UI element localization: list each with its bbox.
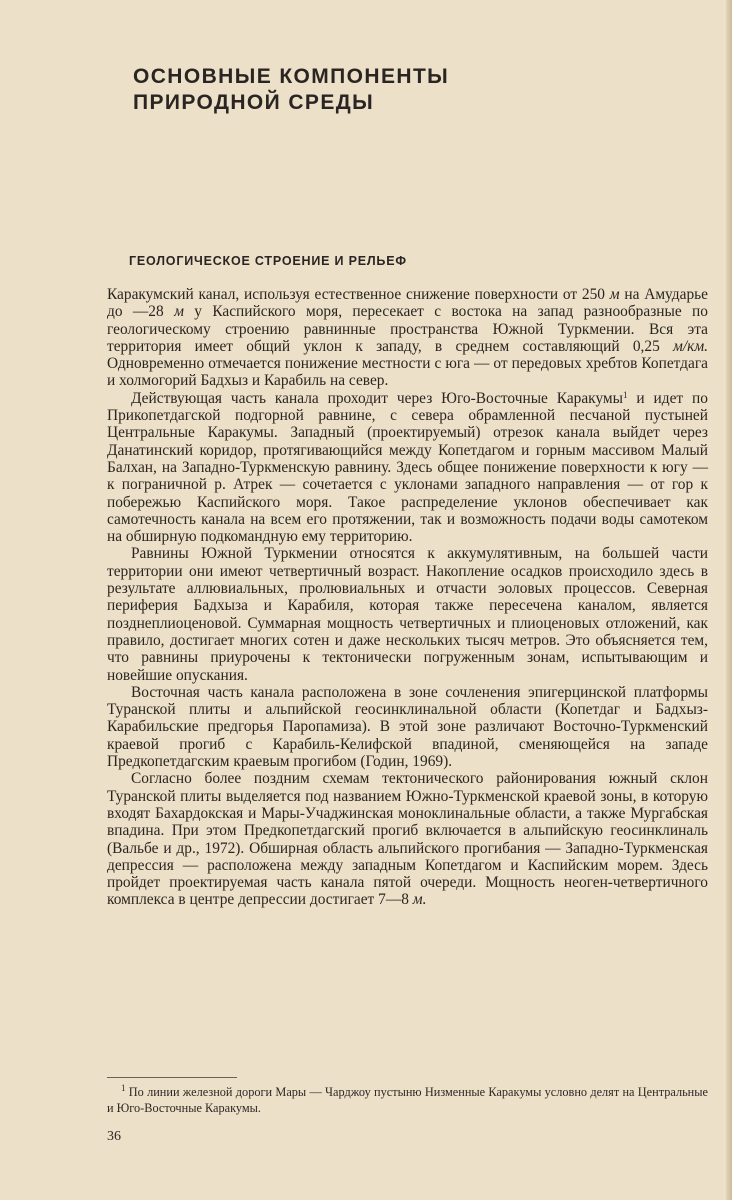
paragraph-5-text: Согласно более поздним схемам тектонического районирования южный склон Туранской плиты выделяется под названием Южно-Туркменской краевой зоны, в которую входят Бахардокская и Мары-Учаджинская моноклинальные области, а также Мургабская впадина. При этом Предкопетдагский прогиб включается в альпийскую геосинклиналь (Вальбе и др., 1972). Обширная область альпийского прогибания — Западно-Туркменская депрессия — расположена между западным Копетдагом и Каспийским морем. Здесь пройдет проектируемая часть канала пятой очереди. Мощность неоген-четвертичного комплекса в центре депрессии достигает 7—8: [107, 770, 708, 909]
paragraph-1-text-b: на Амударье до —28: [107, 286, 708, 321]
paragraph-5: [107, 770, 708, 908]
footnote-divider: [107, 1077, 237, 1078]
paragraph-3: Равнины Южной Туркмении относятся к аккумулятивным, на большей части территории они имеют четвертичный возраст. Накопление осадков происходило здесь в результате аллювиальных, пролювиальных и отчасти эоловых процессов. Северная периферия Бадхыза и Карабиля, которая также пересечена каналом, является позднеплиоценовой. Суммарная мощность четвертичных и плиоценовых отложений, как правило, достигает многих сотен и даже нескольких тысяч метров. Это объясняется тем, что равнины приурочены к тектонически погруженным зонам, испытывающим и новейшие опускания.: [107, 545, 708, 684]
page-edge: [726, 0, 732, 1200]
paragraph-1-text-d: Одновременно отмечается понижение местности с юга — от передовых хребтов Копетдага и холмогорий Бадхыз и Карабиль на север.: [107, 355, 708, 390]
unit-meter: м.: [412, 891, 427, 909]
unit-meter-per-km: м/км.: [673, 337, 708, 355]
paragraph-2-text-a: Действующая часть канала проходит через Юго-Восточные Каракумы: [131, 389, 624, 407]
footnote-marker: 1: [121, 1083, 126, 1093]
footnote-reference: 1: [623, 389, 628, 400]
unit-meter: м: [609, 286, 620, 303]
chapter-title-line-2: ПРИРОДНОЙ СРЕДЫ: [133, 91, 375, 114]
footnote-text: По линии железной дороги Мары — Чарджоу пустыню Низменные Каракумы условно делят на Центральные и Юго-Восточные Каракумы.: [107, 1085, 708, 1115]
paragraph-2-text-b: и идет по Прикопетдагской подгорной равнине, с севера обрамленной песчаной пустыней Центральные Каракумы. Западный (проектируемый) отрезок канала выйдет через Данатинский коридор, протягивающийся между Копетдагом и горным массивом Малый Балхан, на Западно-Туркменскую равнину. Здесь общее понижение поверхности к югу — к пограничной р. Атрек — сочетается с уклонами западного направления — от гор к побережью Каспийского моря. Такое распределение уклонов обеспечивает как самотечность канала на всем его протяжении, так и возможность подачи воды самотеком на обширную подкомандную ему территорию.: [107, 389, 708, 546]
paragraph-4: Восточная часть канала расположена в зоне сочленения эпигерцинской платформы Туранской плиты и альпийской геосинклинальной области (Копетдаг и Бадхыз-Карабильские предгорья Паропамиза). В этой зоне различают Восточно-Туркменский краевой прогиб с Карабиль-Келифской впадиной, сменяющейся на западе Предкопетдагским краевым прогибом (Годин, 1969).: [107, 683, 708, 771]
body-text: [107, 286, 708, 909]
unit-meter: м: [174, 303, 184, 321]
footnote: [107, 1085, 708, 1116]
section-title: ГЕОЛОГИЧЕСКОЕ СТРОЕНИЕ И РЕЛЬЕФ: [129, 254, 407, 268]
paragraph-1: [107, 286, 708, 390]
paragraph-1-text-a: Каракумский канал, используя естественное снижение поверхности от 250: [107, 286, 610, 303]
paragraph-1-text-c: у Каспийского моря, пересекает с востока на запад разнообразные по геологическому строению равнинные пространства Южной Туркмении. Вся эта территория имеет общий уклон к западу, в среднем составляющий 0,25: [107, 303, 708, 355]
chapter-title: [133, 64, 553, 116]
page-number: 36: [107, 1129, 121, 1144]
chapter-title-line-1: ОСНОВНЫЕ КОМПОНЕНТЫ: [133, 65, 450, 88]
paragraph-2: [107, 390, 708, 546]
